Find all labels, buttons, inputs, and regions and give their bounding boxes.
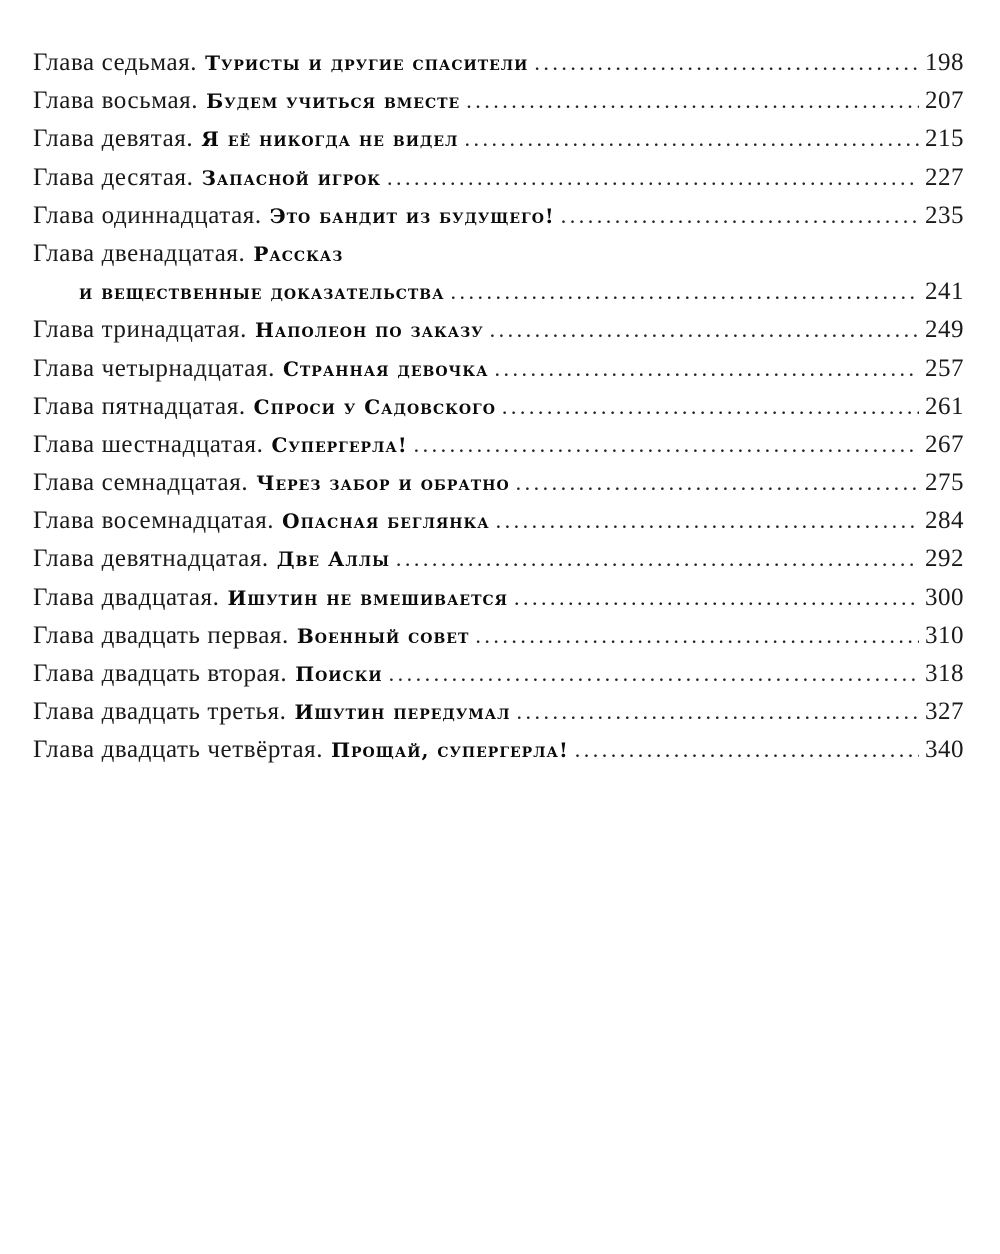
page-number: 292 [925,545,964,573]
page-number: 300 [925,583,964,611]
chapter-label: Глава десятая. [33,163,194,191]
toc-entry [33,350,964,388]
chapter-label: Глава двенадцатая. [33,239,246,267]
chapter-title: Запасной игрок [201,165,382,190]
page-number: 207 [925,87,964,115]
dot-leader [466,82,919,120]
toc-entry [33,617,964,655]
chapter-title: Спроси у Садовского [253,394,496,419]
toc-entry [33,426,964,464]
dot-leader [387,159,919,197]
chapter-label: Глава двадцать вторая. [33,660,288,687]
page-number: 327 [925,698,964,726]
chapter-title: Странная девочка [282,356,489,381]
chapter-label: Глава пятнадцатая. [33,392,246,420]
chapter-label: Глава одиннадцатая. [33,201,262,229]
toc-entry [33,464,964,502]
page-number: 235 [925,201,964,229]
dot-leader [464,120,919,158]
dot-leader [451,273,919,311]
dot-leader [496,502,919,540]
dot-leader [502,388,919,426]
toc-entry [33,693,964,731]
page-number: 241 [925,278,964,306]
dot-leader [561,197,919,235]
chapter-title: Будем учиться вместе [206,89,461,114]
chapter-title-continuation: и вещественные доказательства [79,280,445,305]
toc-entry [33,197,964,235]
dot-leader [389,655,919,693]
chapter-label: Глава двадцатая. [33,583,220,611]
dot-leader [534,44,919,82]
page-number: 284 [925,507,964,535]
chapter-label: Глава четырнадцатая. [33,354,275,382]
dot-leader [517,693,919,731]
toc-entry [33,579,964,617]
page-number: 310 [925,621,964,649]
dot-leader [575,731,919,769]
chapter-title: Наполеон по заказу [254,318,484,343]
dot-leader [490,311,919,349]
chapter-title: Ишутин не вмешивается [227,585,508,610]
chapter-label: Глава двадцать четвёртая. [33,736,324,764]
chapter-title: Прощай, супергерла! [331,738,569,763]
page-number: 227 [925,163,964,191]
chapter-title: Военный совет [296,623,470,648]
toc-entry [33,655,964,693]
toc-entry [33,82,964,120]
chapter-label: Глава седьмая. [33,49,198,76]
toc-entry [33,731,964,769]
chapter-label: Глава семнадцатая. [33,469,249,497]
toc-entry [33,388,964,426]
table-of-contents [33,44,964,770]
toc-entry [33,502,964,540]
chapter-label: Глава двадцать третья. [33,698,287,726]
page-number: 318 [925,660,964,687]
dot-leader [514,579,919,617]
chapter-label: Глава двадцать первая. [33,621,289,649]
chapter-label: Глава восемнадцатая. [33,507,275,535]
page-number: 249 [925,316,964,344]
chapter-title: Две Аллы [276,547,390,572]
toc-entry [33,540,964,578]
chapter-label: Глава девятнадцатая. [33,545,269,573]
chapter-title: Супергерла! [271,432,408,457]
chapter-title: Рассказ [253,241,344,266]
chapter-label: Глава шестнадцатая. [33,430,264,458]
chapter-title: Это бандит из будущего! [269,203,555,228]
dot-leader [494,350,919,388]
chapter-title: Ишутин передумал [294,700,511,725]
page-number: 261 [925,392,964,420]
page-number: 275 [925,469,964,497]
toc-entry [33,311,964,349]
dot-leader [414,426,919,464]
chapter-title: Поиски [295,662,383,686]
dot-leader [475,617,919,655]
page-number: 340 [925,736,964,764]
page-number: 257 [925,354,964,382]
toc-entry-continuation [33,273,964,311]
toc-entry [33,120,964,158]
page-number: 198 [925,49,964,76]
chapter-label: Глава тринадцатая. [33,316,247,344]
page-number: 215 [925,125,964,153]
toc-entry [33,235,964,273]
page-number: 267 [925,430,964,458]
chapter-title: Через забор и обратно [256,471,510,496]
chapter-label: Глава девятая. [33,125,194,153]
toc-entry [33,159,964,197]
toc-entry [33,44,964,82]
dot-leader [396,540,919,578]
chapter-title: Я её никогда не видел [201,127,459,152]
dot-leader [516,464,919,502]
chapter-title: Туристы и другие спасители [205,51,529,75]
chapter-label: Глава восьмая. [33,87,199,115]
chapter-title: Опасная беглянка [282,509,490,534]
